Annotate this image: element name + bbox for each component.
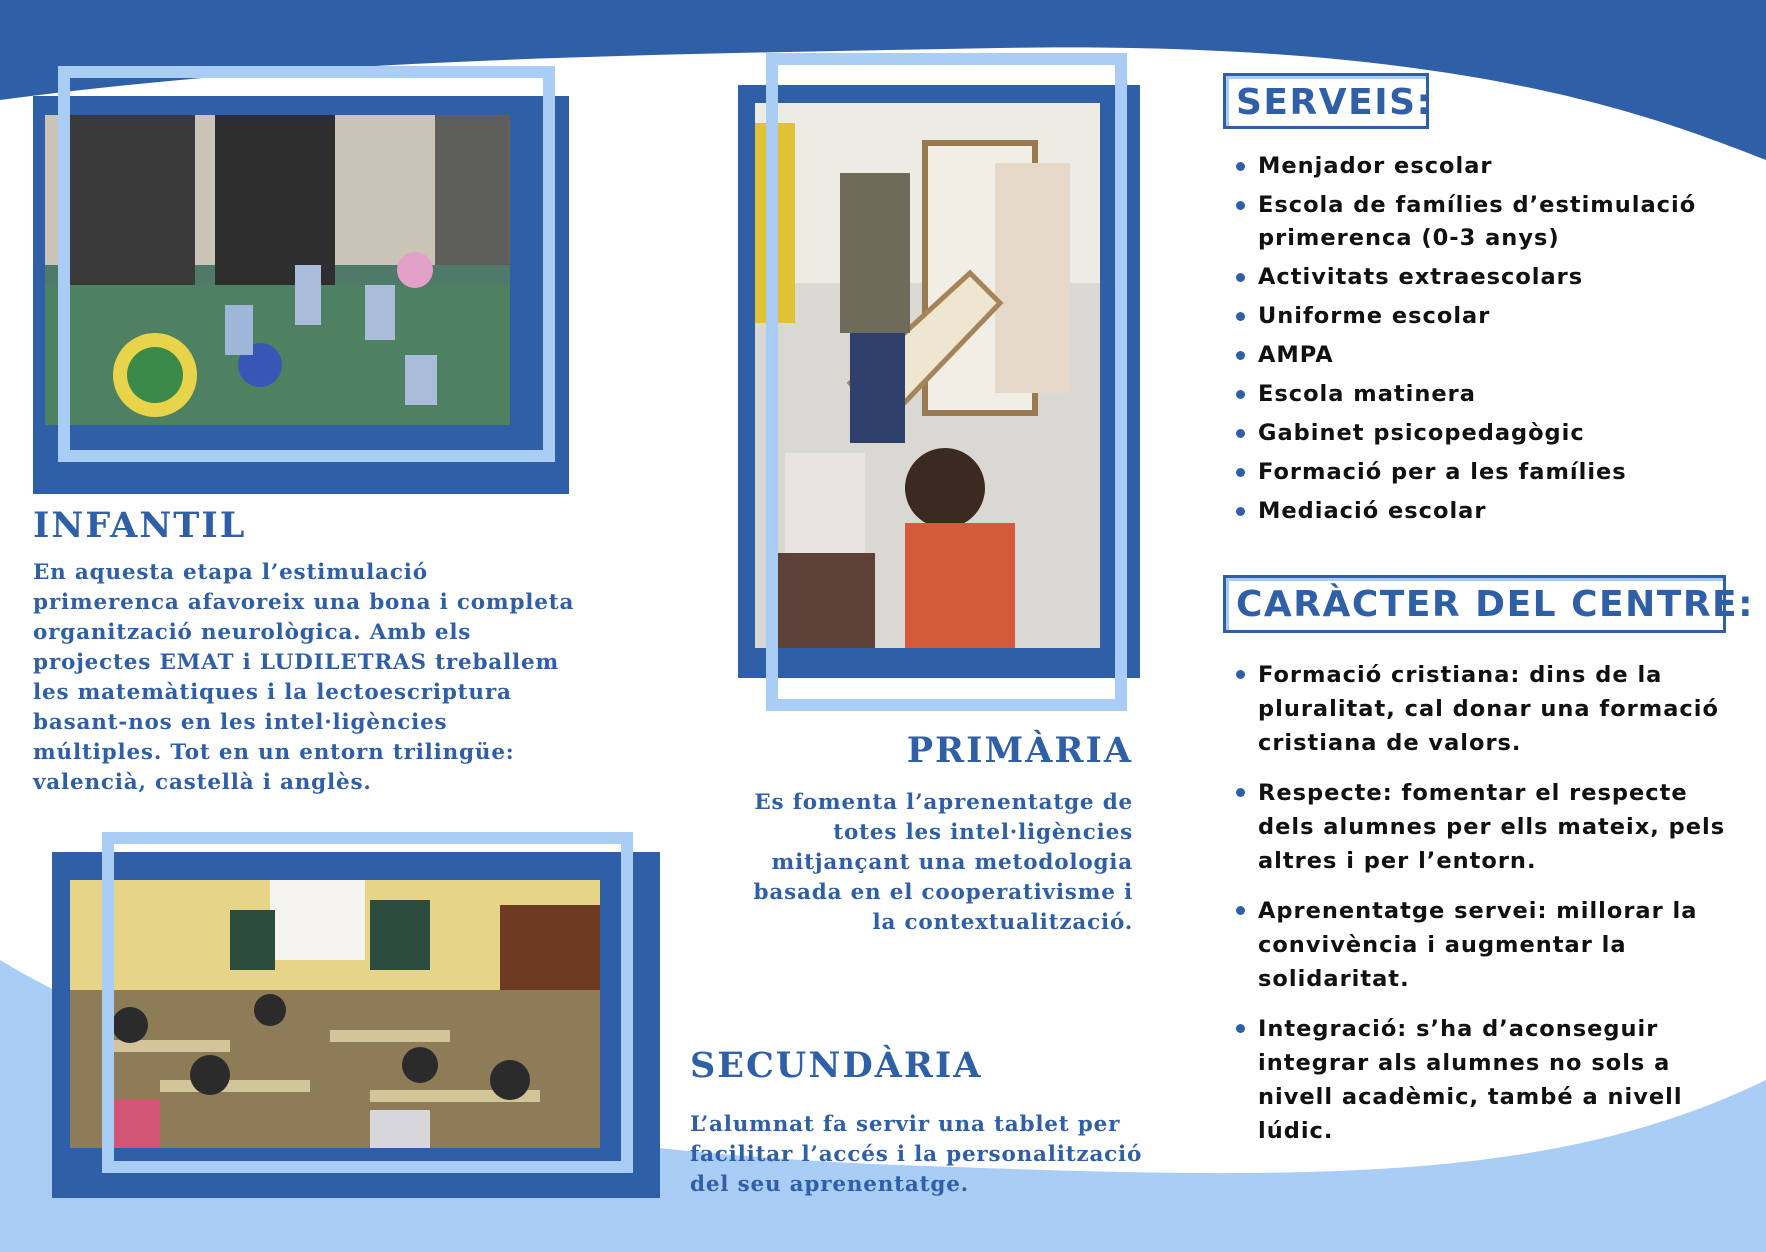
- bullet-icon: [1236, 312, 1245, 321]
- list-item: Respecte: fomentar el respecte dels alumnes per ells mateix, pels altres i per l’entorn.: [1232, 776, 1732, 878]
- list-item: AMPA: [1232, 339, 1732, 372]
- serveis-list: [1232, 150, 1732, 534]
- list-item: Uniforme escolar: [1232, 300, 1732, 333]
- caracter-list: [1232, 658, 1732, 1164]
- bullet-icon: [1236, 273, 1245, 282]
- bullet-icon: [1236, 507, 1245, 516]
- list-item: Escola de famílies d’estimulació primerenca (0-3 anys): [1232, 189, 1732, 255]
- list-item: Gabinet psicopedagògic: [1232, 417, 1732, 450]
- list-item: Integració: s’ha d’aconseguir integrar als alumnes no sols a nivell acadèmic, també a nivell lúdic.: [1232, 1012, 1732, 1148]
- caracter-title: CARÀCTER DEL CENTRE:: [1223, 575, 1726, 633]
- primaria-frame-light: [766, 53, 1127, 711]
- infantil-text: En aquesta etapa l’estimulació primerenca afavoreix una bona i completa organització neurològica. Amb els projectes EMAT i LUDILETRAS treballem les matemàtiques i la lectoescriptura basant-nos en les intel·ligències múltiples. Tot en un entorn trilingüe: valencià, castellà i anglès.: [33, 560, 575, 795]
- bullet-icon: [1236, 468, 1245, 477]
- list-item: Activitats extraescolars: [1232, 261, 1732, 294]
- bullet-icon: [1236, 906, 1245, 915]
- list-item: Mediació escolar: [1232, 495, 1732, 528]
- infantil-title: INFANTIL: [33, 505, 247, 546]
- primaria-title: PRIMÀRIA: [906, 730, 1133, 771]
- bullet-icon: [1236, 201, 1245, 210]
- secundaria-frame-light: [102, 832, 633, 1173]
- infantil-frame-light: [58, 66, 555, 462]
- bullet-icon: [1236, 162, 1245, 171]
- bullet-icon: [1236, 1024, 1245, 1033]
- serveis-title: SERVEIS:: [1223, 73, 1429, 129]
- list-item: Formació per a les famílies: [1232, 456, 1732, 489]
- list-item: Aprenentatge servei: millorar la convivència i augmentar la solidaritat.: [1232, 894, 1732, 996]
- bullet-icon: [1236, 429, 1245, 438]
- primaria-text: Es fomenta l’aprenentatge de totes les intel·ligències mitjançant una metodologia basada en el cooperativisme i la contextualització.: [753, 790, 1133, 935]
- list-item: Formació cristiana: dins de la pluralitat, cal donar una formació cristiana de valors.: [1232, 658, 1732, 760]
- list-item: Menjador escolar: [1232, 150, 1732, 183]
- bullet-icon: [1236, 351, 1245, 360]
- secundaria-text: L’alumnat fa servir una tablet per facilitar l’accés i la personalització del seu aprenentatge.: [690, 1112, 1143, 1197]
- secundaria-title: SECUNDÀRIA: [690, 1045, 983, 1086]
- bullet-icon: [1236, 670, 1245, 679]
- bullet-icon: [1236, 788, 1245, 797]
- list-item: Escola matinera: [1232, 378, 1732, 411]
- bullet-icon: [1236, 390, 1245, 399]
